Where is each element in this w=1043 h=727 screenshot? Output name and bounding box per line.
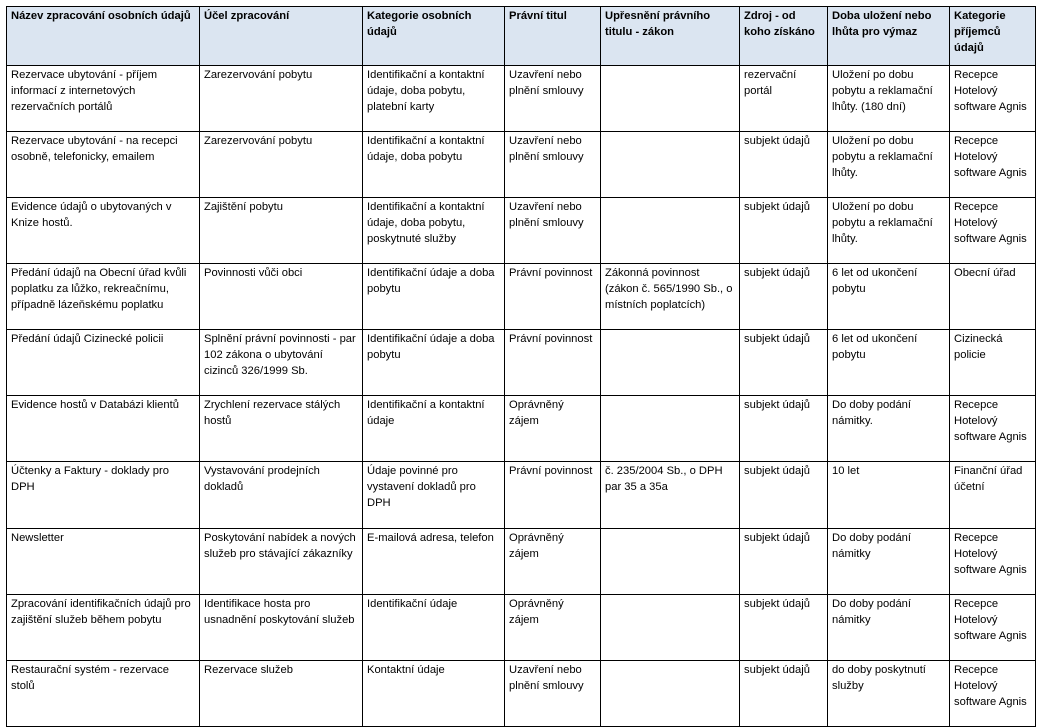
cell-recipients: Recepce Hotelový software Agnis: [950, 396, 1036, 462]
table-row: [7, 66, 1036, 132]
cell-source: subjekt údajů: [740, 330, 828, 396]
table-row: [7, 330, 1036, 396]
cell-legal-title: Oprávněný zájem: [505, 396, 601, 462]
cell-source: subjekt údajů: [740, 661, 828, 727]
cell-legal-title: Uzavření nebo plnění smlouvy: [505, 661, 601, 727]
table-row: [7, 264, 1036, 330]
cell-law: [601, 396, 740, 462]
cell-categories: Identifikační a kontaktní údaje, doba pobytu, poskytnuté služby: [363, 198, 505, 264]
header-categories: Kategorie osobních údajů: [363, 7, 505, 66]
cell-retention: 10 let: [828, 462, 950, 529]
cell-categories: Identifikační a kontaktní údaje, doba pobytu, platební karty: [363, 66, 505, 132]
cell-recipients: Cizinecká policie: [950, 330, 1036, 396]
header-retention: Doba uložení nebo lhůta pro výmaz: [828, 7, 950, 66]
cell-recipients: Recepce Hotelový software Agnis: [950, 529, 1036, 595]
cell-purpose: Zrychlení rezervace stálých hostů: [200, 396, 363, 462]
cell-purpose: Poskytování nabídek a nových služeb pro stávající zákazníky: [200, 529, 363, 595]
cell-source: subjekt údajů: [740, 264, 828, 330]
cell-categories: Identifikační a kontaktní údaje, doba pobytu: [363, 132, 505, 198]
cell-law: [601, 66, 740, 132]
cell-legal-title: Právní povinnost: [505, 330, 601, 396]
cell-purpose: Vystavování prodejních dokladů: [200, 462, 363, 529]
cell-law: [601, 198, 740, 264]
cell-categories: Identifikační údaje a doba pobytu: [363, 264, 505, 330]
cell-purpose: Splnění právní povinnosti - par 102 zákona o ubytování cizinců 326/1999 Sb.: [200, 330, 363, 396]
cell-categories: Kontaktní údaje: [363, 661, 505, 727]
header-legal-title: Právní titul: [505, 7, 601, 66]
cell-recipients: Recepce Hotelový software Agnis: [950, 595, 1036, 661]
cell-purpose: Povinnosti vůči obci: [200, 264, 363, 330]
table-row: [7, 661, 1036, 727]
cell-law: [601, 330, 740, 396]
cell-legal-title: Uzavření nebo plnění smlouvy: [505, 198, 601, 264]
cell-source: subjekt údajů: [740, 198, 828, 264]
table-row: [7, 462, 1036, 529]
cell-legal-title: Uzavření nebo plnění smlouvy: [505, 132, 601, 198]
cell-retention: Uložení po dobu pobytu a reklamační lhůty.: [828, 132, 950, 198]
header-name: Název zpracování osobních údajů: [7, 7, 200, 66]
cell-name: Předání údajů Cizinecké policii: [7, 330, 200, 396]
cell-purpose: Identifikace hosta pro usnadnění poskytování služeb: [200, 595, 363, 661]
cell-retention: Uložení po dobu pobytu a reklamační lhůty. (180 dní): [828, 66, 950, 132]
cell-law: [601, 132, 740, 198]
cell-legal-title: Oprávněný zájem: [505, 595, 601, 661]
cell-law: [601, 595, 740, 661]
cell-name: Newsletter: [7, 529, 200, 595]
cell-law: [601, 529, 740, 595]
header-row: [7, 7, 1036, 66]
cell-categories: Identifikační údaje a doba pobytu: [363, 330, 505, 396]
header-law: Upřesnění právního titulu - zákon: [601, 7, 740, 66]
cell-name: Rezervace ubytování - na recepci osobně, telefonicky, emailem: [7, 132, 200, 198]
cell-retention: Uložení po dobu pobytu a reklamační lhůty.: [828, 198, 950, 264]
cell-recipients: Obecní úřad: [950, 264, 1036, 330]
cell-categories: Identifikační a kontaktní údaje: [363, 396, 505, 462]
cell-legal-title: Právní povinnost: [505, 264, 601, 330]
cell-recipients: Finanční úřad účetní: [950, 462, 1036, 529]
cell-purpose: Rezervace služeb: [200, 661, 363, 727]
cell-purpose: Zarezervování pobytu: [200, 66, 363, 132]
table-row: [7, 198, 1036, 264]
cell-retention: Do doby podání námitky: [828, 529, 950, 595]
cell-retention: Do doby podání námitky: [828, 595, 950, 661]
cell-law: Zákonná povinnost (zákon č. 565/1990 Sb., o místních poplatcích): [601, 264, 740, 330]
cell-name: Účtenky a Faktury - doklady pro DPH: [7, 462, 200, 529]
table-row: [7, 595, 1036, 661]
cell-name: Předání údajů na Obecní úřad kvůli poplatku za lůžko, rekreačnímu, případně lázeňskému poplatku: [7, 264, 200, 330]
cell-legal-title: Právní povinnost: [505, 462, 601, 529]
cell-source: subjekt údajů: [740, 396, 828, 462]
table-row: [7, 132, 1036, 198]
header-purpose: Účel zpracování: [200, 7, 363, 66]
cell-source: subjekt údajů: [740, 529, 828, 595]
header-recipients: Kategorie příjemců údajů: [950, 7, 1036, 66]
table-row: [7, 529, 1036, 595]
cell-name: Evidence údajů o ubytovaných v Knize hostů.: [7, 198, 200, 264]
header-source: Zdroj - od koho získáno: [740, 7, 828, 66]
cell-recipients: Recepce Hotelový software Agnis: [950, 198, 1036, 264]
cell-purpose: Zajištění pobytu: [200, 198, 363, 264]
cell-source: subjekt údajů: [740, 462, 828, 529]
cell-retention: 6 let od ukončení pobytu: [828, 330, 950, 396]
cell-legal-title: Uzavření nebo plnění smlouvy: [505, 66, 601, 132]
cell-name: Rezervace ubytování - příjem informací z internetových rezervačních portálů: [7, 66, 200, 132]
processing-records-table: [6, 6, 1036, 727]
cell-source: subjekt údajů: [740, 595, 828, 661]
cell-source: rezervační portál: [740, 66, 828, 132]
cell-retention: do doby poskytnutí služby: [828, 661, 950, 727]
cell-name: Restaurační systém - rezervace stolů: [7, 661, 200, 727]
cell-categories: E-mailová adresa, telefon: [363, 529, 505, 595]
table-row: [7, 396, 1036, 462]
cell-law: [601, 661, 740, 727]
cell-recipients: Recepce Hotelový software Agnis: [950, 66, 1036, 132]
cell-categories: Identifikační údaje: [363, 595, 505, 661]
cell-name: Evidence hostů v Databázi klientů: [7, 396, 200, 462]
cell-categories: Údaje povinné pro vystavení dokladů pro DPH: [363, 462, 505, 529]
cell-name: Zpracování identifikačních údajů pro zajištění služeb během pobytu: [7, 595, 200, 661]
cell-retention: Do doby podání námitky.: [828, 396, 950, 462]
cell-recipients: Recepce Hotelový software Agnis: [950, 661, 1036, 727]
cell-source: subjekt údajů: [740, 132, 828, 198]
cell-recipients: Recepce Hotelový software Agnis: [950, 132, 1036, 198]
cell-legal-title: Oprávněný zájem: [505, 529, 601, 595]
cell-law: č. 235/2004 Sb., o DPH par 35 a 35a: [601, 462, 740, 529]
cell-purpose: Zarezervování pobytu: [200, 132, 363, 198]
cell-retention: 6 let od ukončení pobytu: [828, 264, 950, 330]
